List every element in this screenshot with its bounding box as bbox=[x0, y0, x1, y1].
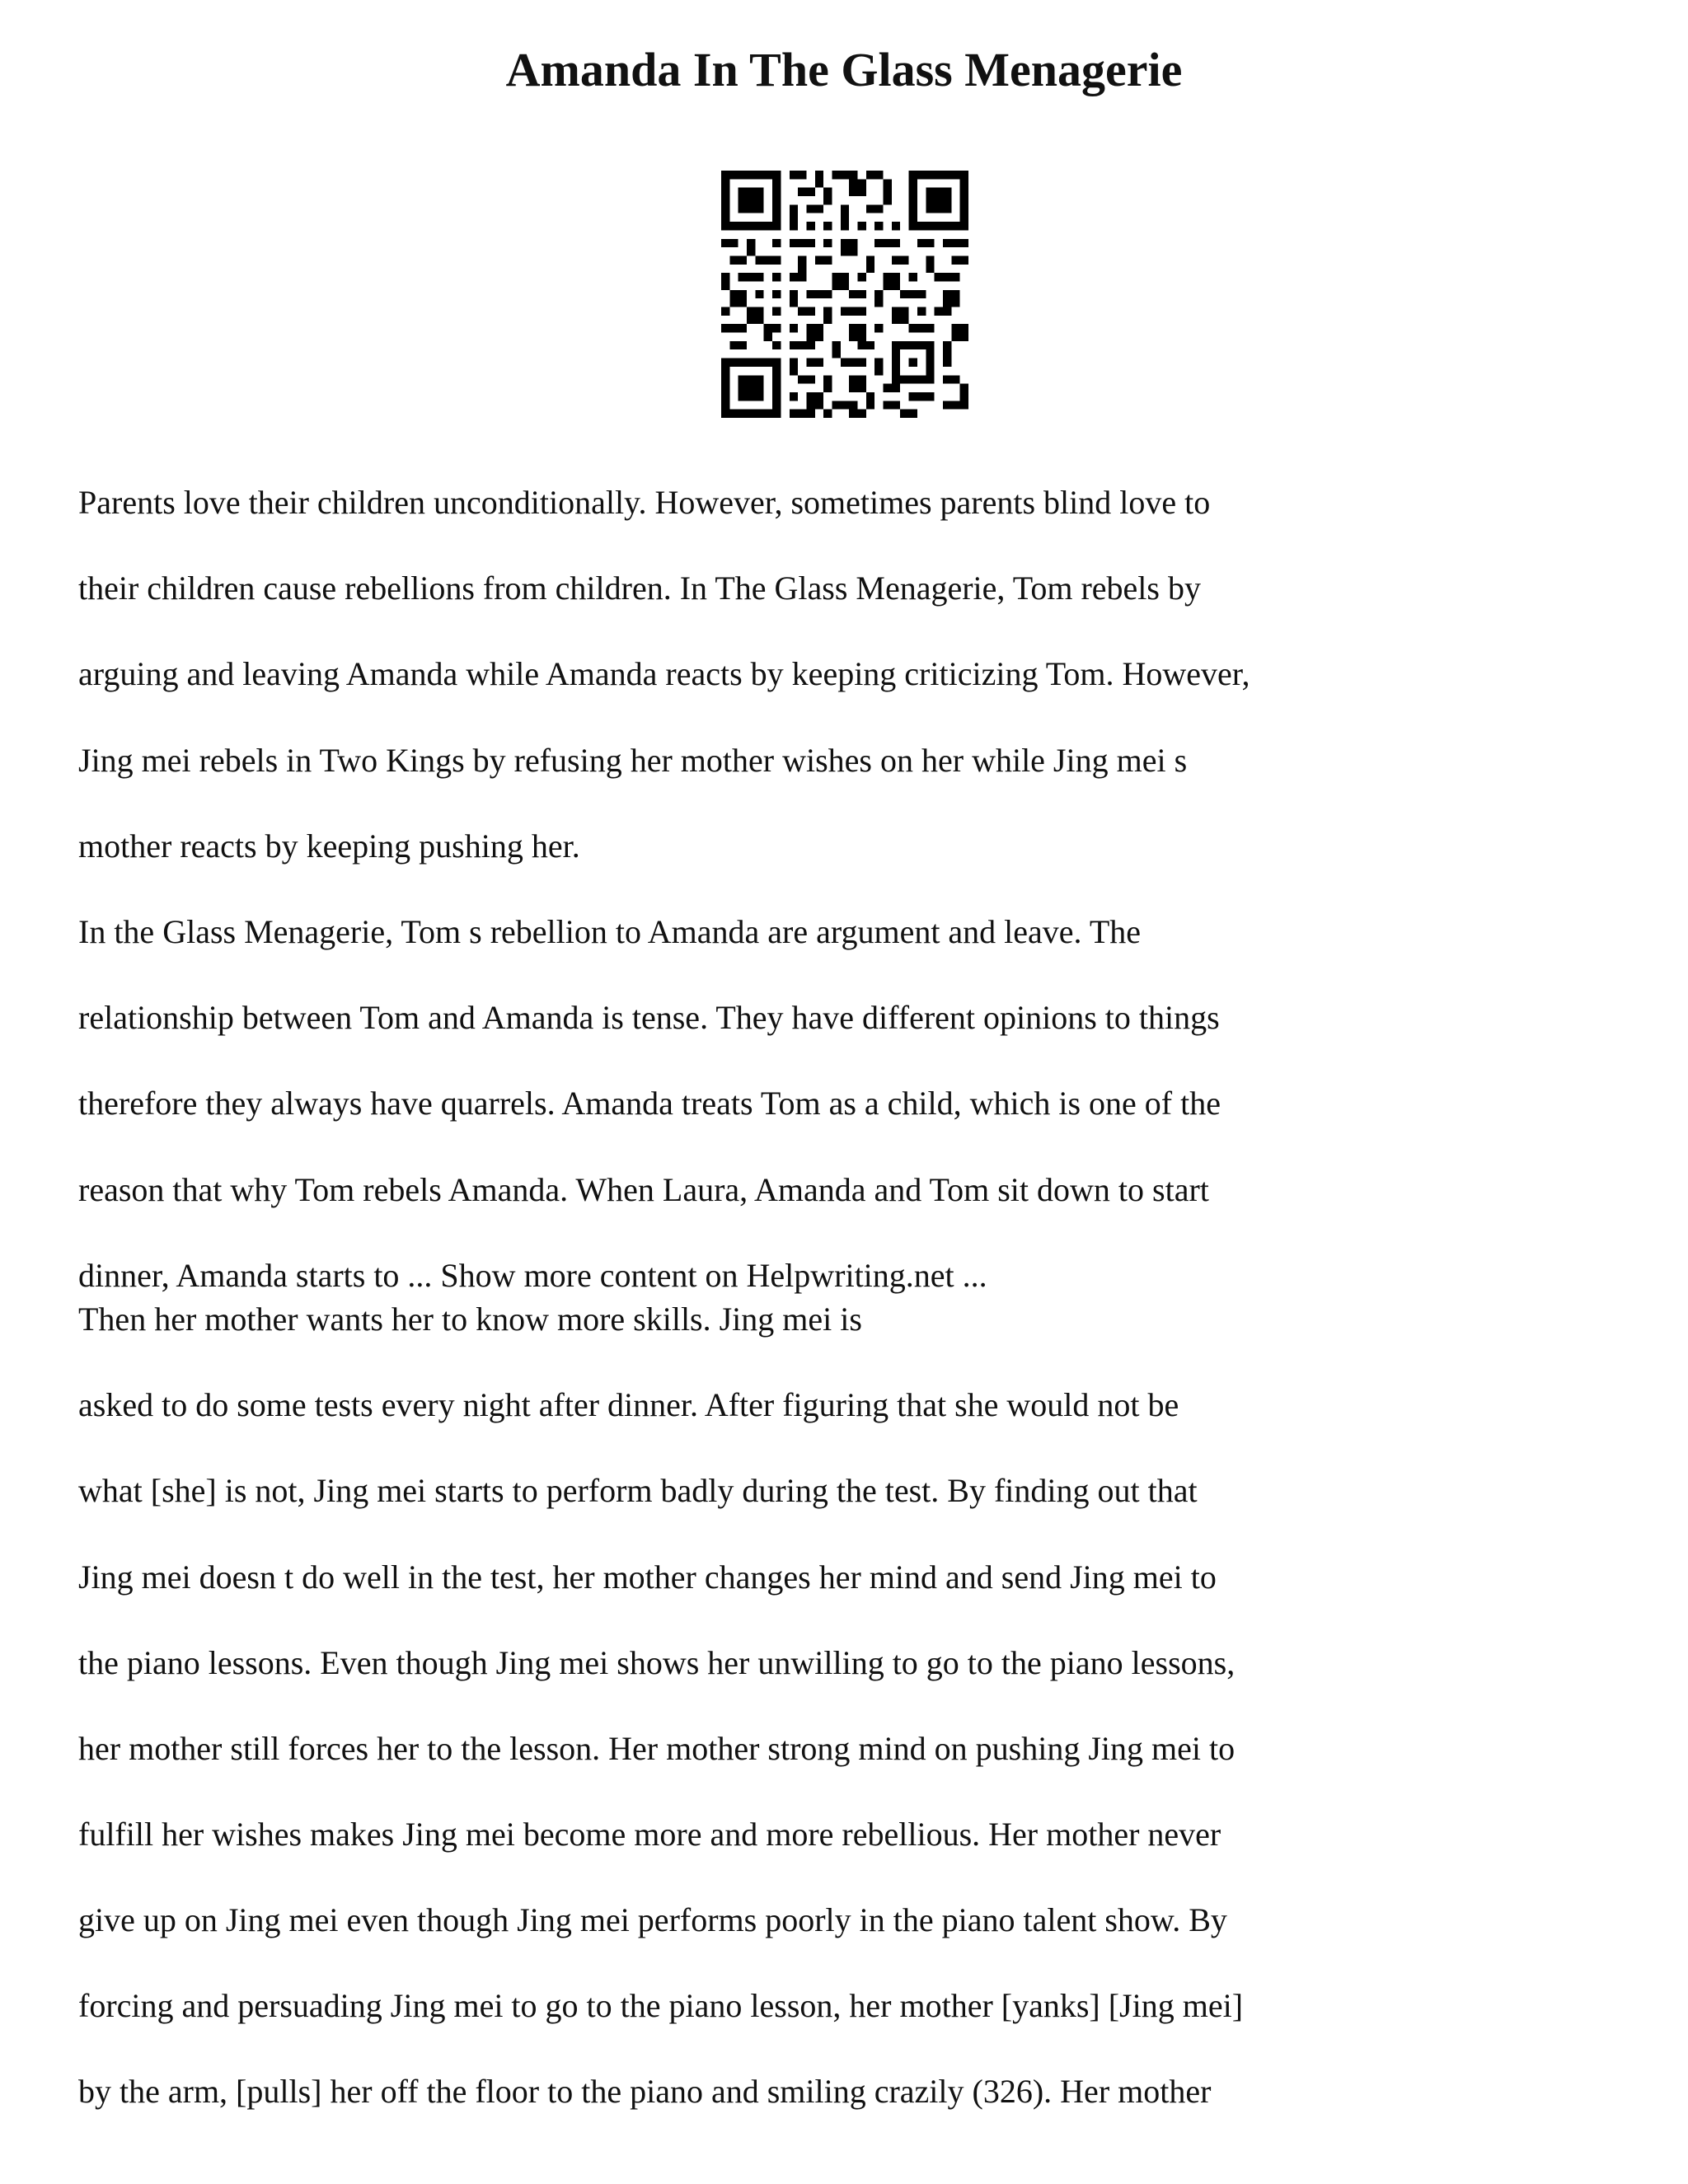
paragraph-line: In the Glass Menagerie, Tom s rebellion to Amanda are argument and leave. The bbox=[78, 913, 1142, 950]
paragraph-line: Then her mother wants her to know more skills. Jing mei is bbox=[78, 1301, 862, 1338]
paragraph-line: mother reacts by keeping pushing her. bbox=[78, 827, 580, 865]
paragraph-line: Jing mei doesn t do well in the test, her mother changes her mind and send Jing mei to bbox=[78, 1558, 1217, 1596]
paragraph-line: fulfill her wishes makes Jing mei become more and more rebellious. Her mother never bbox=[78, 1816, 1221, 1853]
qr-code-icon bbox=[721, 171, 968, 418]
paragraph-line: her mother still forces her to the lesson. Her mother strong mind on pushing Jing mei to bbox=[78, 1730, 1236, 1767]
paragraph-line: dinner, Amanda starts to ... Show more content on Helpwriting.net ... bbox=[78, 1257, 987, 1294]
paragraph-line: Jing mei rebels in Two Kings by refusing her mother wishes on her while Jing mei s bbox=[78, 742, 1188, 779]
paragraph-line: by the arm, [pulls] her off the floor to the piano and smiling crazily (326). Her mother bbox=[78, 2073, 1212, 2110]
paragraph-line: relationship between Tom and Amanda is tense. They have different opinions to things bbox=[78, 999, 1220, 1036]
paragraph-line: therefore they always have quarrels. Amanda treats Tom as a child, which is one of the bbox=[78, 1085, 1221, 1122]
paragraph-line: Parents love their children unconditionally. However, sometimes parents blind love to bbox=[78, 484, 1211, 521]
paragraph-line: their children cause rebellions from children. In The Glass Menagerie, Tom rebels by bbox=[78, 569, 1201, 607]
paragraph-line: the piano lessons. Even though Jing mei shows her unwilling to go to the piano lessons, bbox=[78, 1644, 1236, 1681]
paragraph-line: arguing and leaving Amanda while Amanda reacts by keeping criticizing Tom. However, bbox=[78, 655, 1250, 692]
paragraph-line: forcing and persuading Jing mei to go to the piano lesson, her mother [yanks] [Jing mei] bbox=[78, 1987, 1244, 2024]
paragraph-line: what [she] is not, Jing mei starts to perform badly during the test. By finding out that bbox=[78, 1472, 1198, 1509]
paragraph-line: reason that why Tom rebels Amanda. When Laura, Amanda and Tom sit down to start bbox=[78, 1171, 1209, 1208]
paragraph-line: asked to do some tests every night after dinner. After figuring that she would not be bbox=[78, 1386, 1179, 1423]
document-title: Amanda In The Glass Menagerie bbox=[505, 43, 1183, 96]
paragraph-line: give up on Jing mei even though Jing mei performs poorly in the piano talent show. By bbox=[78, 1901, 1227, 1938]
